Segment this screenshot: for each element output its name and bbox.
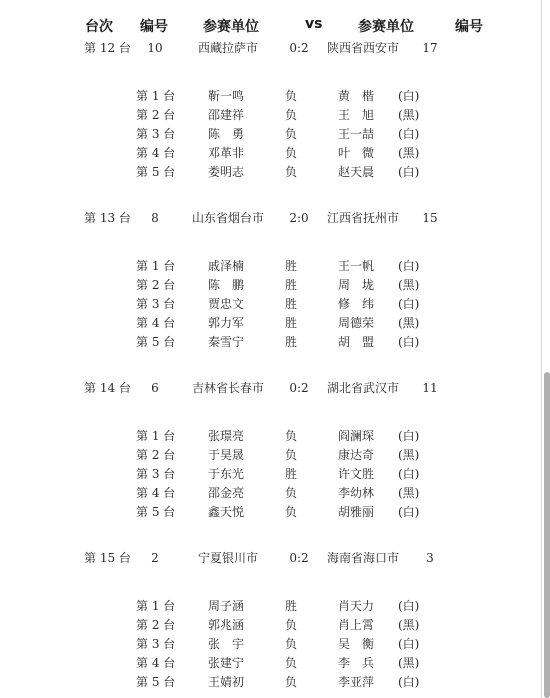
stone-color: (白) xyxy=(398,259,420,273)
stone-color: (白) xyxy=(398,637,420,651)
player-1-name: 贾忠文 xyxy=(207,297,244,311)
player-2-name: 王一喆 xyxy=(337,127,374,141)
board-result: 胜 xyxy=(284,335,297,349)
header-number-1: 编号 xyxy=(140,19,168,35)
match-unit-2: 江西省抚州市 xyxy=(326,211,399,225)
header-vs: vs xyxy=(305,16,323,32)
player-1-name: 周子涵 xyxy=(207,599,244,613)
board-number: 第 4 台 xyxy=(136,146,176,160)
match-number-2: 15 xyxy=(422,211,438,225)
stone-color: (白) xyxy=(398,127,420,141)
player-2-name: 许文胜 xyxy=(337,467,374,481)
board-number: 第 4 台 xyxy=(136,486,176,500)
stone-color: (黑) xyxy=(398,448,420,462)
stone-color: (黑) xyxy=(398,486,420,500)
stone-color: (白) xyxy=(398,335,420,349)
stone-color: (黑) xyxy=(398,108,420,122)
board-number: 第 5 台 xyxy=(136,335,176,349)
match-number-1: 2 xyxy=(151,551,159,565)
board-result: 负 xyxy=(284,127,297,141)
stone-color: (白) xyxy=(398,429,420,443)
match-unit-2: 海南省海口市 xyxy=(326,551,399,565)
player-2-name: 胡雅丽 xyxy=(337,505,374,519)
stone-color: (白) xyxy=(398,675,420,689)
board-number: 第 5 台 xyxy=(136,675,176,689)
board-result: 负 xyxy=(284,429,297,443)
match-score: 0:2 xyxy=(289,551,309,565)
board-result: 胜 xyxy=(284,297,297,311)
player-2-name: 叶 微 xyxy=(337,146,374,160)
board-number: 第 2 台 xyxy=(136,278,176,292)
board-number: 第 3 台 xyxy=(136,637,176,651)
match-number-1: 6 xyxy=(151,381,159,395)
board-number: 第 2 台 xyxy=(136,618,176,632)
stone-color: (白) xyxy=(398,89,420,103)
board-result: 胜 xyxy=(284,467,297,481)
stone-color: (黑) xyxy=(398,146,420,160)
stone-color: (白) xyxy=(398,297,420,311)
player-1-name: 娄明志 xyxy=(207,165,244,179)
board-result: 负 xyxy=(284,89,297,103)
player-1-name: 靳一鸣 xyxy=(207,89,244,103)
player-2-name: 王一帆 xyxy=(337,259,374,273)
board-number: 第 4 台 xyxy=(136,316,176,330)
player-1-name: 郭兆涵 xyxy=(207,618,244,632)
board-number: 第 3 台 xyxy=(136,467,176,481)
player-2-name: 黄 楷 xyxy=(337,89,374,103)
player-2-name: 修 纬 xyxy=(337,297,374,311)
board-result: 负 xyxy=(284,486,297,500)
player-2-name: 王 旭 xyxy=(337,108,374,122)
match-number-2: 17 xyxy=(422,41,438,55)
player-2-name: 肖上霄 xyxy=(337,618,374,632)
board-result: 负 xyxy=(284,675,297,689)
player-1-name: 邵金亮 xyxy=(207,486,244,500)
match-unit-1: 西藏拉萨市 xyxy=(197,41,258,55)
player-1-name: 陈 鹏 xyxy=(207,278,244,292)
player-2-name: 周德荣 xyxy=(337,316,374,330)
header-number-2: 编号 xyxy=(455,19,483,35)
player-2-name: 吴 衡 xyxy=(337,637,374,651)
board-number: 第 1 台 xyxy=(136,259,176,273)
stone-color: (黑) xyxy=(398,278,420,292)
match-unit-1: 宁夏银川市 xyxy=(197,551,258,565)
board-number: 第 3 台 xyxy=(136,297,176,311)
player-2-name: 康达奇 xyxy=(337,448,374,462)
player-2-name: 李 兵 xyxy=(337,656,374,670)
scrollbar[interactable] xyxy=(544,372,550,698)
stone-color: (黑) xyxy=(398,656,420,670)
player-1-name: 戚泽楠 xyxy=(207,259,244,273)
player-1-name: 鑫天悦 xyxy=(207,505,244,519)
header-round: 台次 xyxy=(85,19,113,35)
board-result: 负 xyxy=(284,108,297,122)
player-1-name: 张 宇 xyxy=(207,637,244,651)
player-2-name: 周 垅 xyxy=(337,278,374,292)
match-table: 第 12 台 xyxy=(84,41,131,55)
match-table: 第 15 台 xyxy=(84,551,131,565)
board-number: 第 5 台 xyxy=(136,505,176,519)
player-1-name: 王婧初 xyxy=(207,675,244,689)
header-unit-2: 参赛单位 xyxy=(358,19,414,35)
board-result: 胜 xyxy=(284,316,297,330)
board-number: 第 2 台 xyxy=(136,448,176,462)
stone-color: (白) xyxy=(398,599,420,613)
match-score: 0:2 xyxy=(289,41,309,55)
board-number: 第 1 台 xyxy=(136,89,176,103)
board-result: 胜 xyxy=(284,599,297,613)
stone-color: (白) xyxy=(398,467,420,481)
board-number: 第 1 台 xyxy=(136,599,176,613)
match-unit-2: 陕西省西安市 xyxy=(326,41,399,55)
match-unit-2: 湖北省武汉市 xyxy=(326,381,399,395)
stone-color: (黑) xyxy=(398,618,420,632)
board-number: 第 1 台 xyxy=(136,429,176,443)
player-2-name: 李亚萍 xyxy=(337,675,374,689)
page-edge xyxy=(541,0,542,698)
board-result: 负 xyxy=(284,656,297,670)
match-score: 0:2 xyxy=(289,381,309,395)
board-result: 负 xyxy=(284,618,297,632)
match-score: 2:0 xyxy=(289,211,309,225)
player-1-name: 郭力军 xyxy=(207,316,244,330)
player-2-name: 肖天力 xyxy=(337,599,374,613)
player-2-name: 赵天晨 xyxy=(337,165,374,179)
board-number: 第 5 台 xyxy=(136,165,176,179)
board-result: 负 xyxy=(284,505,297,519)
board-result: 胜 xyxy=(284,278,297,292)
match-number-2: 11 xyxy=(422,381,438,395)
match-unit-1: 山东省烟台市 xyxy=(191,211,264,225)
board-number: 第 4 台 xyxy=(136,656,176,670)
stone-color: (白) xyxy=(398,505,420,519)
player-2-name: 李幼林 xyxy=(337,486,374,500)
board-result: 胜 xyxy=(284,259,297,273)
player-1-name: 于昊晟 xyxy=(207,448,244,462)
player-2-name: 阎澜琛 xyxy=(337,429,374,443)
match-table: 第 14 台 xyxy=(84,381,131,395)
board-result: 负 xyxy=(284,448,297,462)
match-number-1: 10 xyxy=(147,41,163,55)
board-result: 负 xyxy=(284,637,297,651)
match-number-2: 3 xyxy=(426,551,434,565)
board-result: 负 xyxy=(284,165,297,179)
player-1-name: 邵建祥 xyxy=(207,108,244,122)
stone-color: (黑) xyxy=(398,316,420,330)
player-1-name: 张璟亮 xyxy=(207,429,244,443)
header-unit-1: 参赛单位 xyxy=(203,19,259,35)
match-unit-1: 吉林省长春市 xyxy=(191,381,264,395)
player-1-name: 秦雪宁 xyxy=(207,335,244,349)
board-number: 第 2 台 xyxy=(136,108,176,122)
player-1-name: 张建宁 xyxy=(207,656,244,670)
player-2-name: 胡 盟 xyxy=(337,335,374,349)
board-result: 负 xyxy=(284,146,297,160)
player-1-name: 于东光 xyxy=(207,467,244,481)
match-number-1: 8 xyxy=(151,211,159,225)
player-1-name: 陈 勇 xyxy=(207,127,244,141)
match-table: 第 13 台 xyxy=(84,211,131,225)
stone-color: (白) xyxy=(398,165,420,179)
player-1-name: 邓革非 xyxy=(207,146,244,160)
board-number: 第 3 台 xyxy=(136,127,176,141)
